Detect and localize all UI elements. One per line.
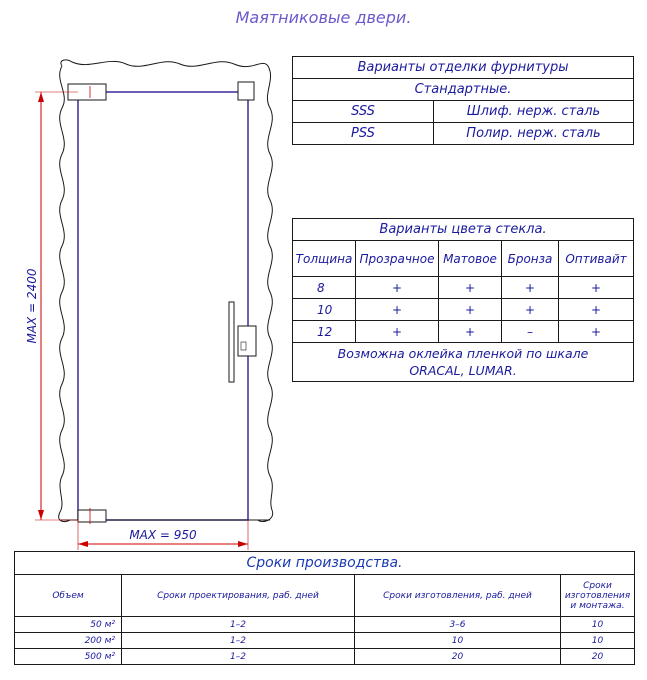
cell: 10 xyxy=(561,633,635,649)
col-header: Толщина xyxy=(293,241,356,277)
table-row xyxy=(293,123,634,145)
cell: 500 м² xyxy=(15,649,122,665)
table-row xyxy=(15,633,635,649)
table-row xyxy=(293,321,634,343)
height-label: MAX = 2400 xyxy=(25,268,39,344)
cell: + xyxy=(439,321,502,343)
cell: + xyxy=(439,299,502,321)
cell: + xyxy=(502,299,559,321)
cell: 8 xyxy=(293,277,356,299)
cell: 50 м² xyxy=(15,617,122,633)
finish-header: Варианты отделки фурнитуры xyxy=(293,57,634,79)
cell: + xyxy=(356,277,439,299)
width-label: MAX = 950 xyxy=(129,528,197,542)
table-row xyxy=(15,649,635,665)
finish-code: SSS xyxy=(293,101,434,123)
finish-desc: Шлиф. нерж. сталь xyxy=(434,101,634,123)
col-header: Матовое xyxy=(439,241,502,277)
table-row xyxy=(293,277,634,299)
col-header: Бронза xyxy=(502,241,559,277)
cell: – xyxy=(502,321,559,343)
finish-table xyxy=(292,56,634,145)
cell: + xyxy=(559,299,634,321)
cell: 1–2 xyxy=(122,649,355,665)
bottom-pivot xyxy=(78,510,106,522)
glass-header: Варианты цвета стекла. xyxy=(293,219,634,241)
cell: 3–6 xyxy=(355,617,561,633)
table-row xyxy=(293,101,634,123)
handle xyxy=(229,302,234,382)
production-table xyxy=(14,551,635,665)
cell: + xyxy=(356,321,439,343)
production-header: Сроки производства. xyxy=(15,552,635,575)
top-pivot-right xyxy=(238,82,254,100)
finish-code: PSS xyxy=(293,123,434,145)
table-row xyxy=(293,299,634,321)
cell: + xyxy=(502,277,559,299)
page-title: Маятниковые двери. xyxy=(235,8,412,27)
cell: 20 xyxy=(561,649,635,665)
finish-desc: Полир. нерж. сталь xyxy=(434,123,634,145)
lock xyxy=(238,326,256,356)
cell: + xyxy=(356,299,439,321)
cell: 10 xyxy=(561,617,635,633)
glass-table xyxy=(292,218,634,382)
col-header: Сроки проектирования, раб. дней xyxy=(122,575,355,617)
cell: 1–2 xyxy=(122,633,355,649)
cell: + xyxy=(559,321,634,343)
cell: 1–2 xyxy=(122,617,355,633)
cell: 20 xyxy=(355,649,561,665)
cell: 200 м² xyxy=(15,633,122,649)
table-row xyxy=(15,617,635,633)
col-header: Прозрачное xyxy=(356,241,439,277)
cell: 10 xyxy=(293,299,356,321)
col-header: Оптивайт xyxy=(559,241,634,277)
cell: + xyxy=(559,277,634,299)
cell: + xyxy=(439,277,502,299)
glass-note: Возможна оклейка пленкой по шкале ORACAL, LUMAR. xyxy=(293,343,634,382)
col-header: Объем xyxy=(15,575,122,617)
cell: 12 xyxy=(293,321,356,343)
finish-subheader: Стандартные. xyxy=(293,79,634,101)
cell: 10 xyxy=(355,633,561,649)
wall-outline xyxy=(59,60,273,522)
door-leaf xyxy=(78,92,248,520)
col-header: Сроки изготовления, раб. дней xyxy=(355,575,561,617)
col-header: Сроки изготовления и монтажа. xyxy=(561,575,635,617)
